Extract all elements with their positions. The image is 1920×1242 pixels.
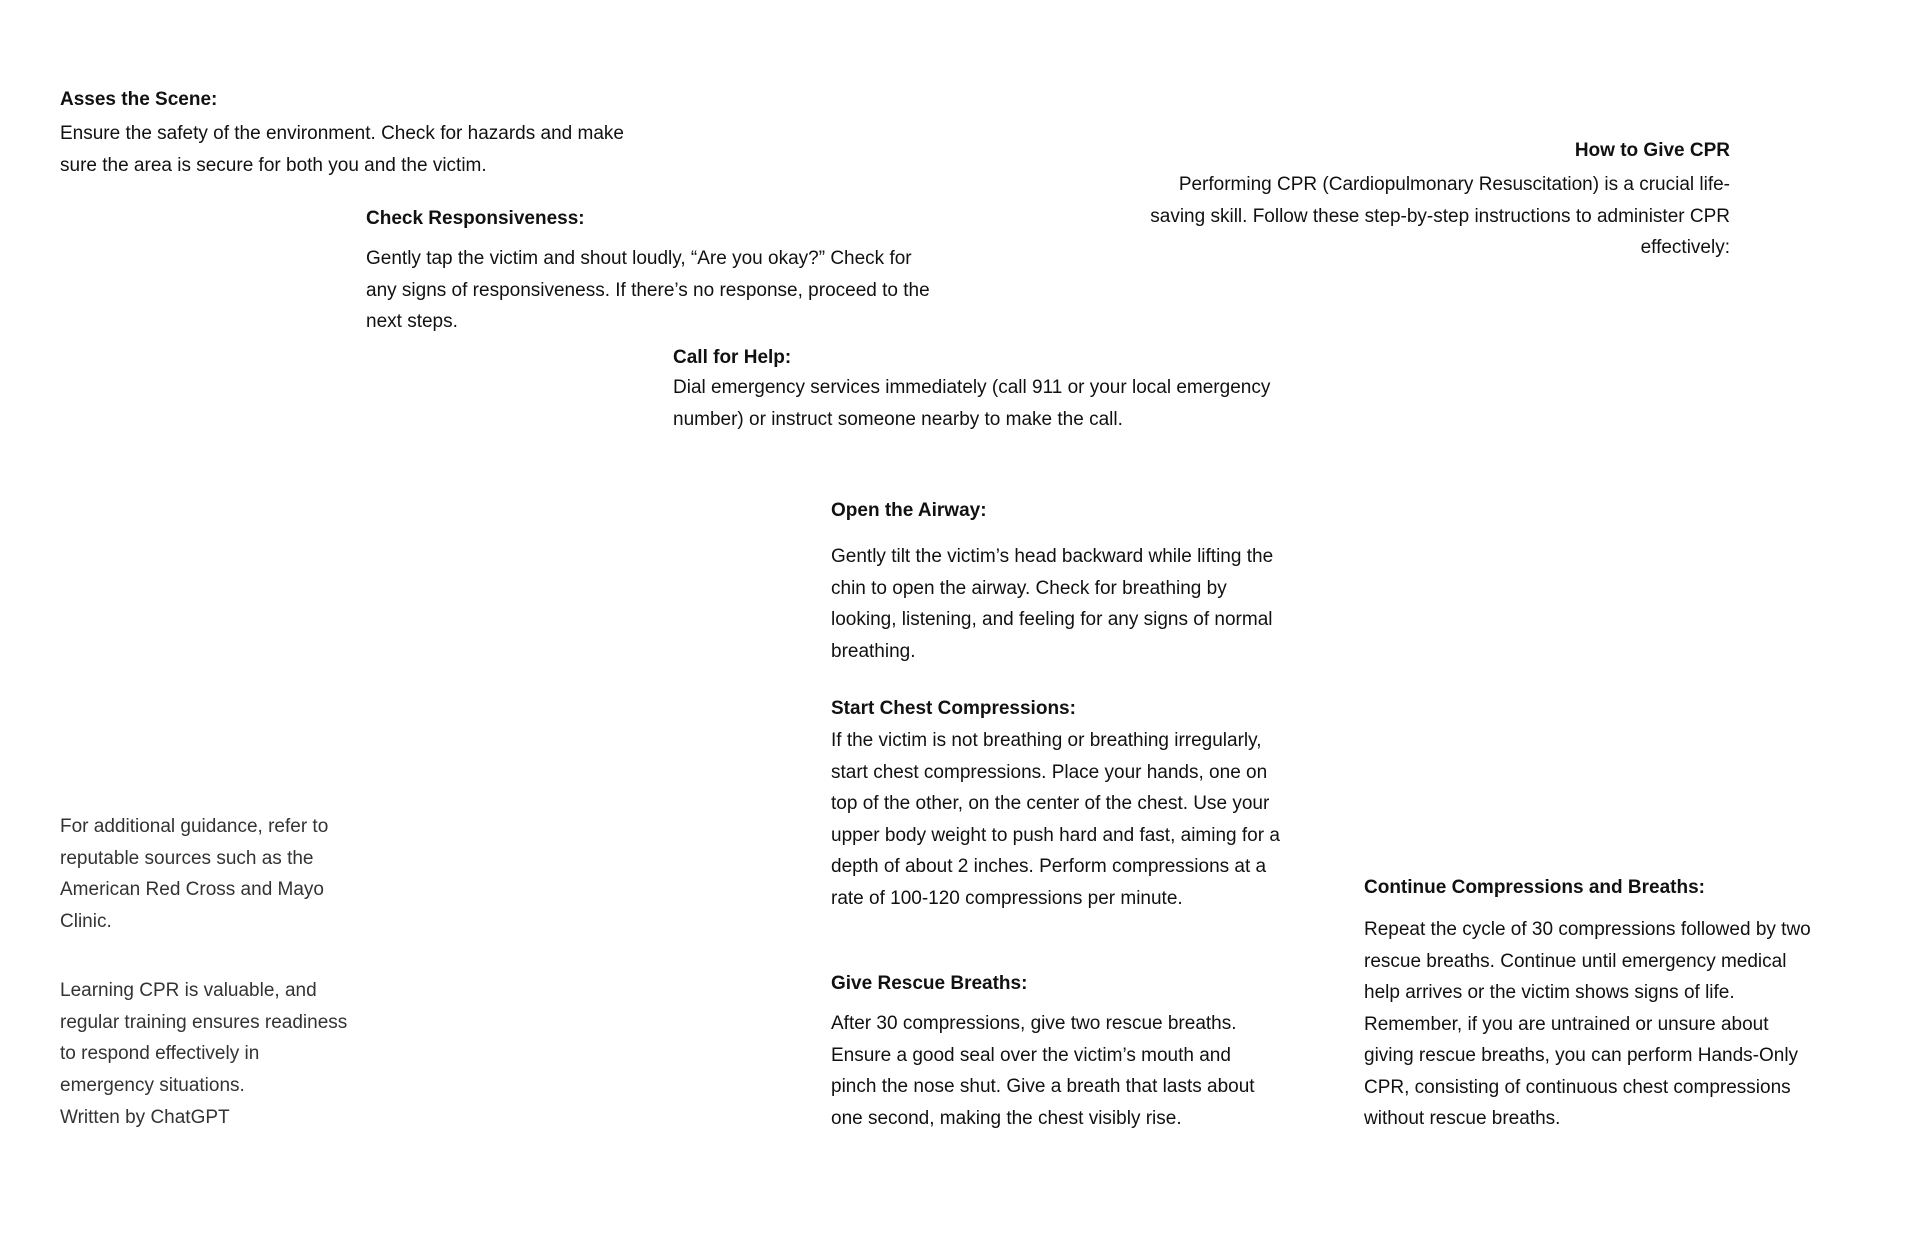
step-text: Repeat the cycle of 30 compressions followed by two rescue breaths. Continue until emergency medical help arrives or the victim shows signs of life. Remember, if you are untrained or unsure about giving rescue breaths, you can perform Hands-Only CPR, consisting of continuous chest compressions without rescue breaths. — [1364, 919, 1811, 1129]
step-heading: Give Rescue Breaths: — [831, 973, 1028, 994]
step-check-responsiveness — [366, 206, 946, 338]
step-text: Gently tilt the victim’s head backward while lifting the chin to open the airway. Check for breathing by looking, listening, and feeling for any signs of normal breathing. — [831, 546, 1274, 662]
step-text: If the victim is not breathing or breathing irregularly, start chest compressions. Place your hands, one on top of the other, on the center of the chest. Use your upper body weight to push hard and fast, aiming for a depth of about 2 inches. Perform compressions at a rate of 100-120 compressions per minute. — [831, 730, 1280, 909]
step-heading: Open the Airway: — [831, 500, 987, 521]
step-heading: Start Chest Compressions: — [831, 698, 1076, 719]
intro-text: Performing CPR (Cardiopulmonary Resuscitation) is a crucial life-saving skill. Follow these step-by-step instructions to administer CPR effectively: — [1150, 174, 1730, 258]
guidance-note: For additional guidance, refer to reputable sources such as the American Red Cross and Mayo Clinic. — [60, 816, 329, 932]
author-credit: Written by ChatGPT — [60, 1107, 230, 1128]
step-text: Gently tap the victim and shout loudly, “Are you okay?” Check for any signs of responsiveness. If there’s no response, proceed to the next steps. — [366, 248, 930, 332]
page-title: How to Give CPR — [1574, 140, 1730, 161]
step-chest-compressions — [831, 696, 1281, 914]
step-heading: Continue Compressions and Breaths: — [1364, 877, 1705, 898]
step-open-airway — [831, 498, 1281, 667]
step-rescue-breaths — [831, 971, 1281, 1134]
step-heading: Asses the Scene: — [60, 89, 218, 110]
step-assess-scene — [60, 87, 650, 181]
step-continue-cycle — [1364, 875, 1819, 1135]
step-text: Dial emergency services immediately (call 911 or your local emergency number) or instruct someone nearby to make the call. — [673, 377, 1271, 430]
intro-section — [1130, 138, 1730, 264]
step-text: After 30 compressions, give two rescue breaths. Ensure a good seal over the victim’s mouth and pinch the nose shut. Give a breath that lasts about one second, making the chest visibly rise. — [831, 1013, 1255, 1129]
step-heading: Check Responsiveness: — [366, 208, 585, 229]
step-call-for-help — [673, 345, 1273, 435]
step-heading: Call for Help: — [673, 347, 792, 368]
step-text: Ensure the safety of the environment. Check for hazards and make sure the area is secure for both you and the victim. — [60, 123, 624, 176]
training-note: Learning CPR is valuable, and regular training ensures readiness to respond effectively in emergency situations. — [60, 980, 348, 1096]
